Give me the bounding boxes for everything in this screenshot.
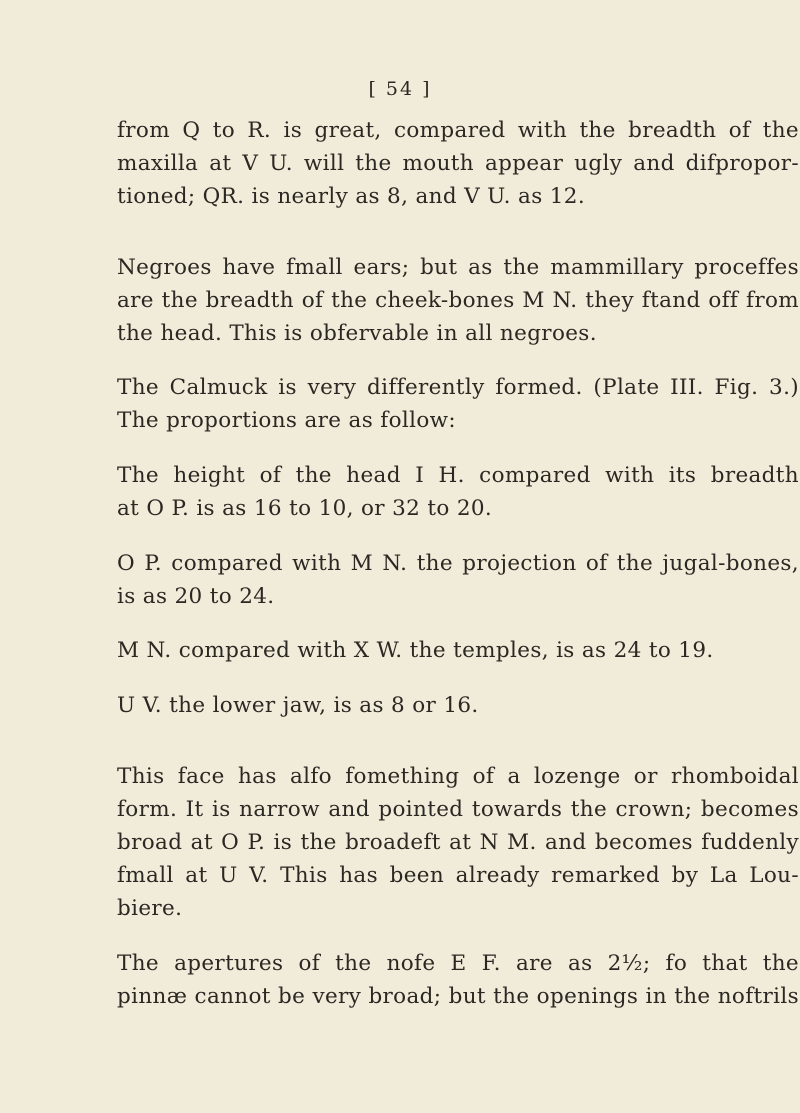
text-line: is as 20 to 24. xyxy=(117,584,275,609)
text-line: fmall at U V. This has been already remarked by La Lou- xyxy=(117,863,799,888)
text-line: The height of the head I H. compared with its breadth xyxy=(117,463,799,488)
text-line: U V. the lower jaw, is as 8 or 16. xyxy=(117,693,479,718)
text-line: The apertures of the nofe E F. are as 2½; fo that the xyxy=(117,951,799,976)
page-number-header: [ 54 ] xyxy=(368,78,432,100)
text-line: The proportions are as follow: xyxy=(117,408,456,433)
text-line: form. It is narrow and pointed towards the crown; becomes xyxy=(117,797,799,822)
text-line: from Q to R. is great, compared with the breadth of the xyxy=(117,118,799,143)
text-line: broad at O P. is the broadeft at N M. and becomes fuddenly xyxy=(117,830,799,855)
text-line: M N. compared with X W. the temples, is as 24 to 19. xyxy=(117,638,714,663)
text-line: at O P. is as 16 to 10, or 32 to 20. xyxy=(117,496,493,521)
text-line: tioned; QR. is nearly as 8, and V U. as 12. xyxy=(117,184,586,209)
text-line: pinnæ cannot be very broad; but the openings in the noftrils xyxy=(117,984,799,1009)
text-line: are the breadth of the cheek-bones M N. they ftand off from xyxy=(117,288,799,313)
text-line: maxilla at V U. will the mouth appear ugly and difpropor- xyxy=(117,151,799,176)
text-line: the head. This is obfervable in all negroes. xyxy=(117,321,597,346)
text-line: The Calmuck is very differently formed. (Plate III. Fig. 3.) xyxy=(117,375,799,400)
text-line: This face has alfo fomething of a lozenge or rhomboidal xyxy=(117,764,799,789)
text-line: biere. xyxy=(117,896,183,921)
text-line: Negroes have fmall ears; but as the mammillary proceffes xyxy=(117,255,799,280)
text-line: O P. compared with M N. the projection of the jugal-bones, xyxy=(117,551,799,576)
